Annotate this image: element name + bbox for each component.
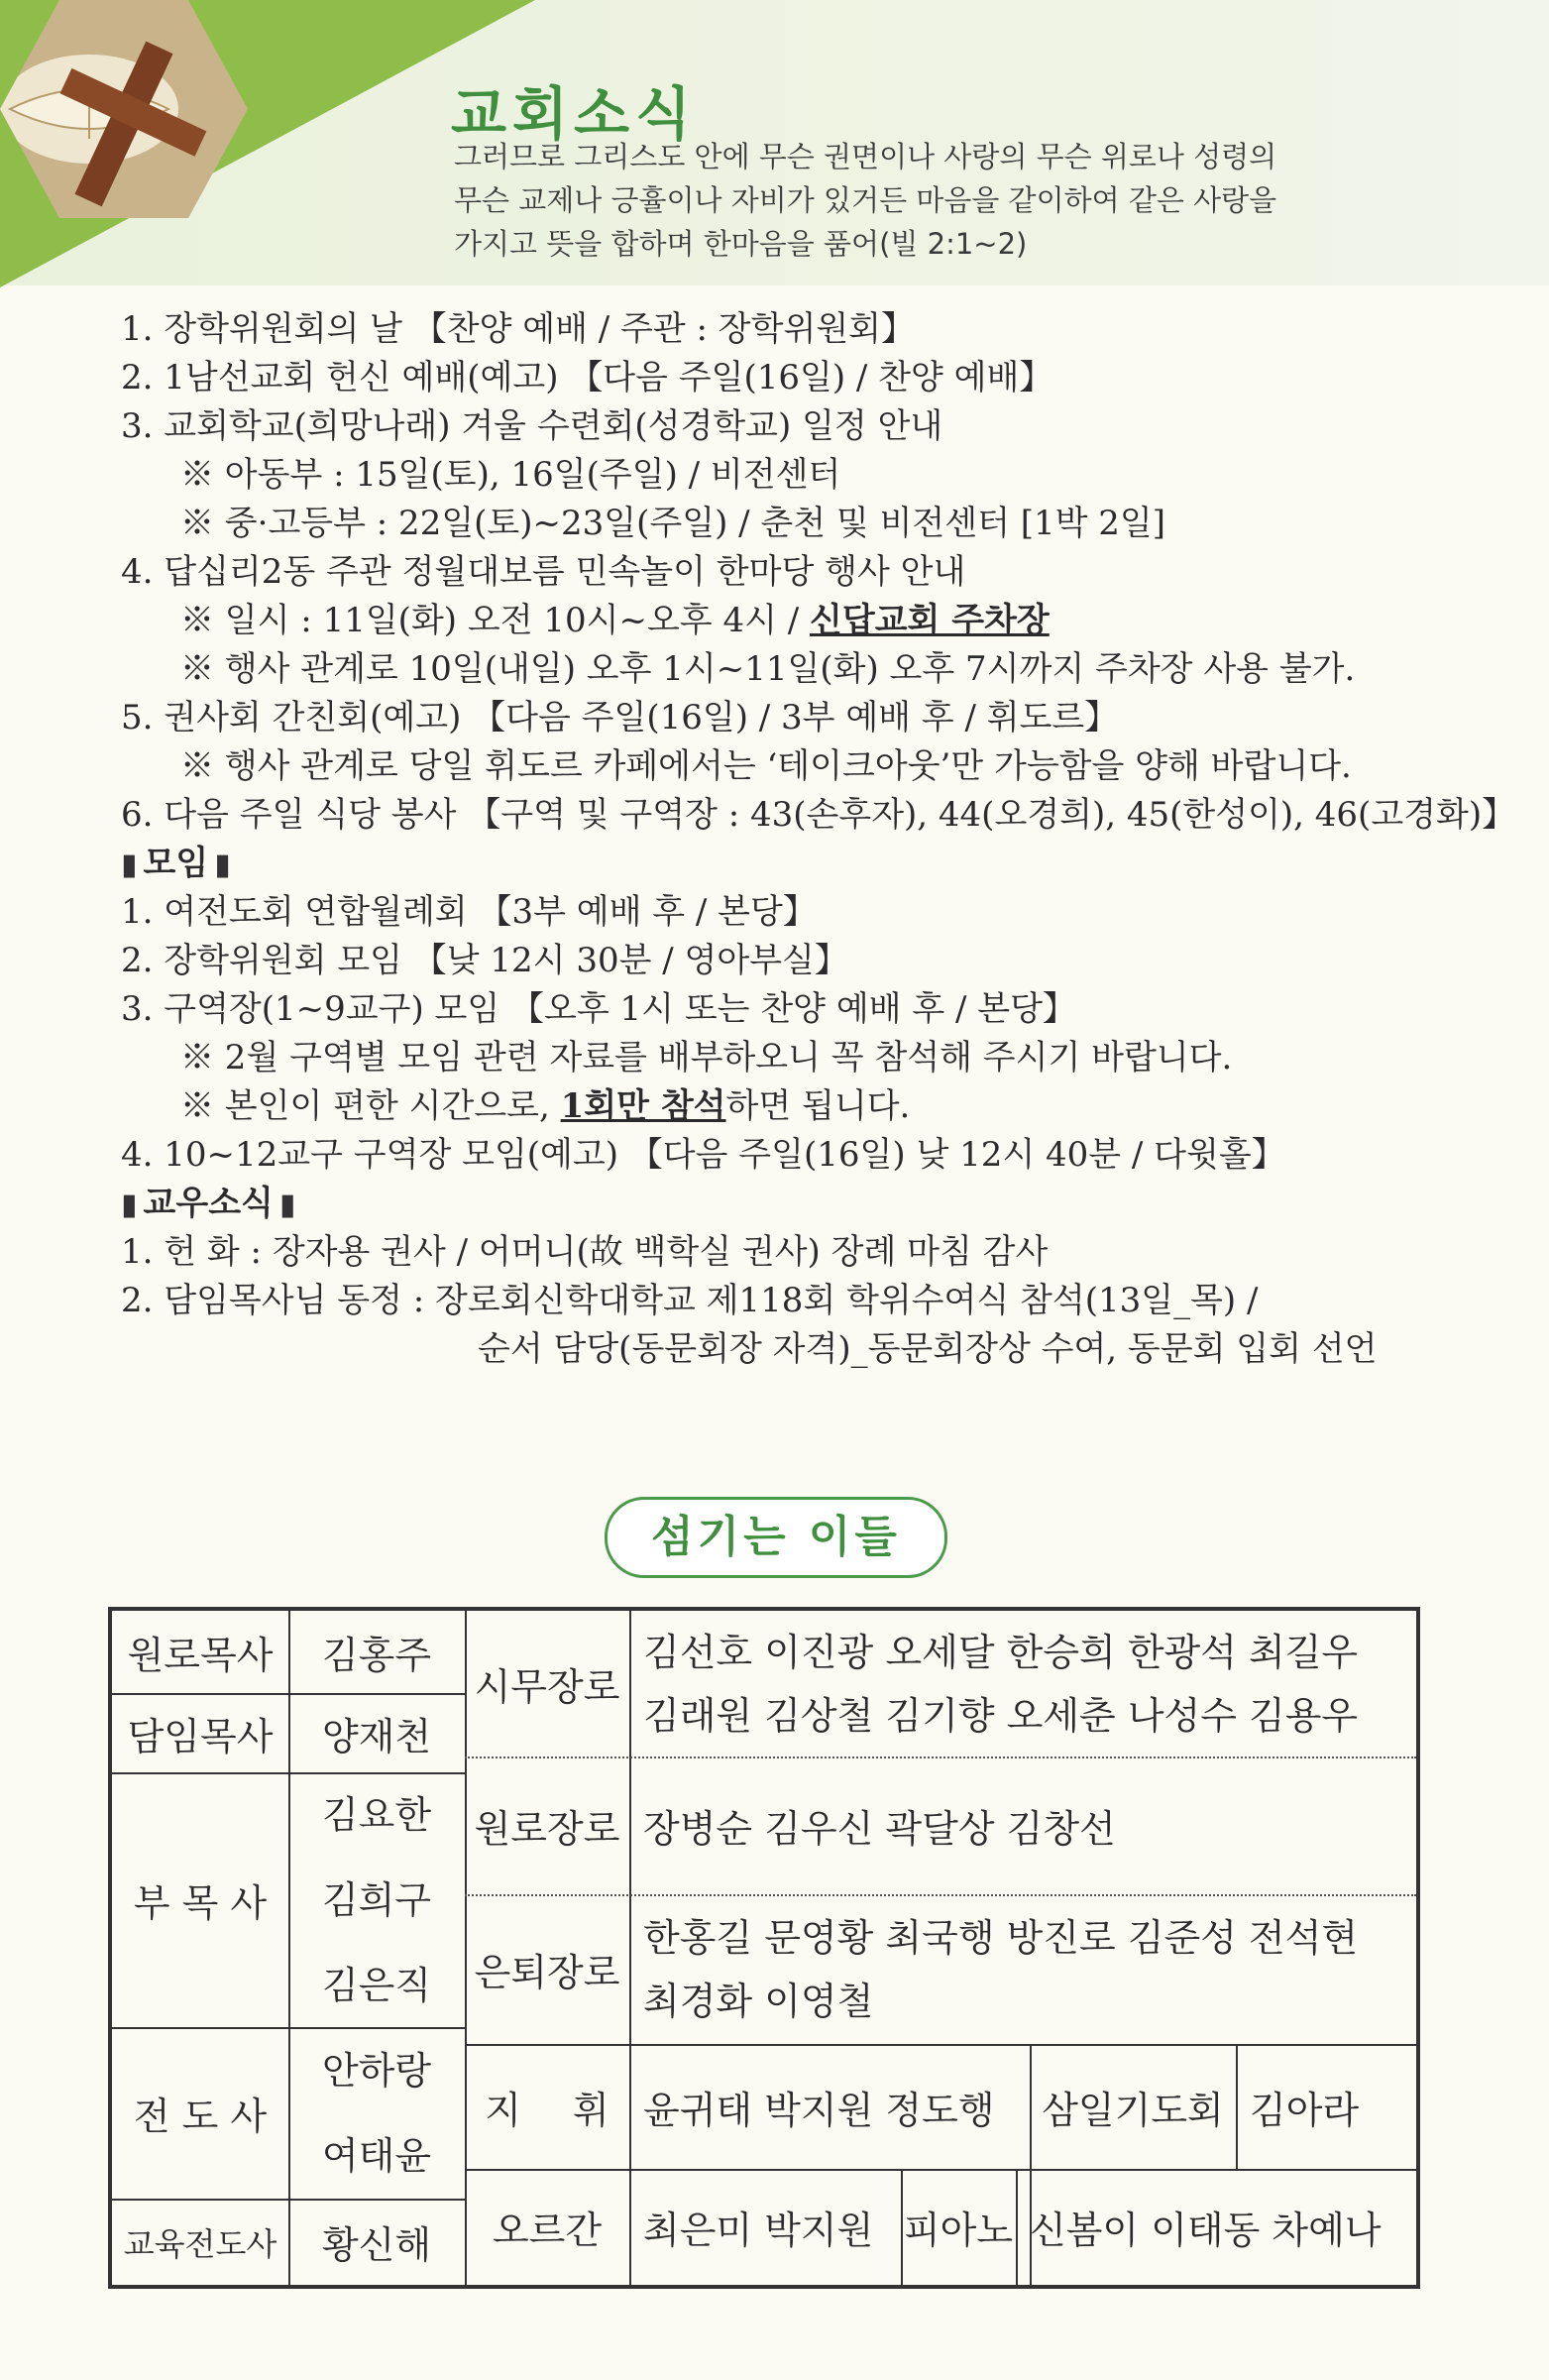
evangelists [288, 2027, 465, 2199]
scripture-verse [454, 135, 1445, 266]
name-row: 한홍길 문영황 최국행 방진로 김준성 전석현 [643, 1915, 1359, 1960]
notice-text: ※ 일시 : 11일(화) 오전 10시~오후 4시 / [180, 601, 810, 640]
active-elders [629, 1611, 1416, 1757]
role-label: 은퇴장로 [474, 1951, 620, 1994]
role-label: 담임목사 [127, 1714, 274, 1758]
role-label: 교육전도사 [123, 2224, 277, 2263]
notice-underlined: 신답교회 주차장 [810, 601, 1050, 640]
person-name: 김홍주 [321, 1634, 432, 1677]
role-label: 시무장로 [474, 1665, 620, 1709]
staff-table [108, 1607, 1420, 2289]
role-label: 원로목사 [127, 1634, 274, 1677]
name-row: 김선호 이진광 오세달 한승희 한광석 최길우 [643, 1630, 1359, 1674]
role-label: 피아노 [903, 2209, 1014, 2252]
notices-list [121, 305, 1516, 1374]
section-heading-meetings: ▮ 모임 ▮ [121, 840, 1508, 888]
name-row: 김래원 김상철 김기향 오세춘 나성수 김용우 [643, 1693, 1359, 1738]
meeting-item: 4. 10~12교구 구역장 모임(예고) 【다음 주일(16일) 낮 12시 40분 / 다윗홀】 [121, 1135, 1285, 1175]
verse-line: 그러므로 그리스도 안에 무슨 권면이나 사랑의 무슨 위로나 성령의 [454, 140, 1277, 173]
meeting-item: 1. 여전도회 연합월례회 【3부 예배 후 / 본당】 [121, 892, 817, 932]
section-heading-members-news: ▮ 교우소식 ▮ [121, 1180, 1508, 1228]
person-name: 여태윤 [321, 2133, 432, 2178]
associate-pastors [288, 1772, 465, 2027]
news-item: 1. 헌 화 : 장자용 권사 / 어머니(故 백학실 권사) 장례 마침 감사 [121, 1232, 1049, 1272]
role-label: 삼일기도회 [1042, 2088, 1224, 2132]
page-title: 교회소식 [451, 80, 698, 148]
meeting-subitem: ※ 2월 구역별 모임 관련 자료를 배부하오니 꼭 참석해 주시기 바랍니다. [180, 1038, 1233, 1077]
person-name: 김요한 [321, 1792, 432, 1837]
verse-line: 무슨 교제나 긍휼이나 자비가 있거든 마음을 같이하여 같은 사랑을 [454, 183, 1277, 217]
notice-item: 4. 답십리2동 주관 정월대보름 민속놀이 한마당 행사 안내 [121, 552, 966, 592]
notice-item: 2. 1남선교회 헌신 예배(예고) 【다음 주일(16일) / 찬양 예배】 [121, 358, 1053, 397]
meeting-item: 2. 장학위원회 모임 【낮 12시 30분 / 영아부실】 [121, 941, 848, 980]
role-label: 원로장로 [474, 1807, 620, 1851]
servants-title-badge: 섬기는 이들 [605, 1497, 947, 1578]
meeting-underlined: 1회만 참석 [560, 1086, 726, 1126]
role-label: 전 도 사 [133, 2095, 268, 2138]
meeting-item: 3. 구역장(1~9교구) 모임 【오후 1시 또는 찬양 예배 후 / 본당】 [121, 989, 1076, 1029]
organists: 최은미 박지원 [643, 2209, 874, 2252]
person-name: 안하랑 [321, 2048, 432, 2093]
role-label: 지 휘 [485, 2088, 609, 2132]
name-row: 최경화 이영철 [643, 1979, 874, 2023]
notice-item: 1. 장학위원회의 날 【찬양 예배 / 주관 : 장학위원회】 [121, 309, 916, 349]
emeritus-elders: 장병순 김우신 곽달상 김창선 [643, 1807, 1116, 1851]
conductors: 윤귀태 박지원 정도행 [643, 2088, 995, 2132]
role-label: 부 목 사 [133, 1881, 268, 1925]
meeting-text: 하면 됩니다. [725, 1086, 911, 1126]
person-name: 황신해 [321, 2223, 432, 2267]
retired-elders [629, 1894, 1416, 2044]
pianists: 신봄이 이태동 차예나 [1030, 2209, 1382, 2252]
meeting-text: ※ 본인이 편한 시간으로, [180, 1086, 561, 1126]
notice-item: 3. 교회학교(희망나래) 겨울 수련회(성경학교) 일정 안내 [121, 406, 943, 446]
prayer-meeting-leader: 김아라 [1250, 2088, 1360, 2132]
notice-subitem: ※ 행사 관계로 10일(내일) 오후 1시~11일(화) 오후 7시까지 주차장 사용 불가. [180, 649, 1356, 689]
notice-item: 5. 권사회 간친회(예고) 【다음 주일(16일) / 3부 예배 후 / 휘도르】 [121, 698, 1119, 737]
role-label: 오르간 [492, 2209, 603, 2252]
person-name: 김희구 [321, 1877, 432, 1922]
person-name: 양재천 [321, 1714, 432, 1758]
notice-subitem: ※ 중·고등부 : 22일(토)~23일(주일) / 춘천 및 비전센터 [1박 2일] [180, 504, 1166, 543]
person-name: 김은직 [321, 1963, 432, 2007]
news-item: 2. 담임목사님 동정 : 장로회신학대학교 제118회 학위수여식 참석(13일_목) / [121, 1281, 1259, 1320]
notice-subitem: ※ 아동부 : 15일(토), 16일(주일) / 비전센터 [180, 455, 841, 495]
verse-line: 가지고 뜻을 합하며 한마음을 품어(빌 2:1~2) [454, 227, 1028, 261]
notice-subitem [121, 597, 1508, 645]
news-item-continued: 순서 담당(동문회장 자격)_동문회장상 수여, 동문회 입회 선언 [478, 1329, 1378, 1369]
meeting-subitem [121, 1082, 1508, 1131]
notice-subitem: ※ 행사 관계로 당일 휘도르 카페에서는 ‘테이크아웃’만 가능함을 양해 바랍니다. [180, 746, 1352, 786]
notice-item: 6. 다음 주일 식당 봉사 【구역 및 구역장 : 43(손후자), 44(오경희), 45(한성이), 46(고경화)】 [121, 795, 1516, 835]
